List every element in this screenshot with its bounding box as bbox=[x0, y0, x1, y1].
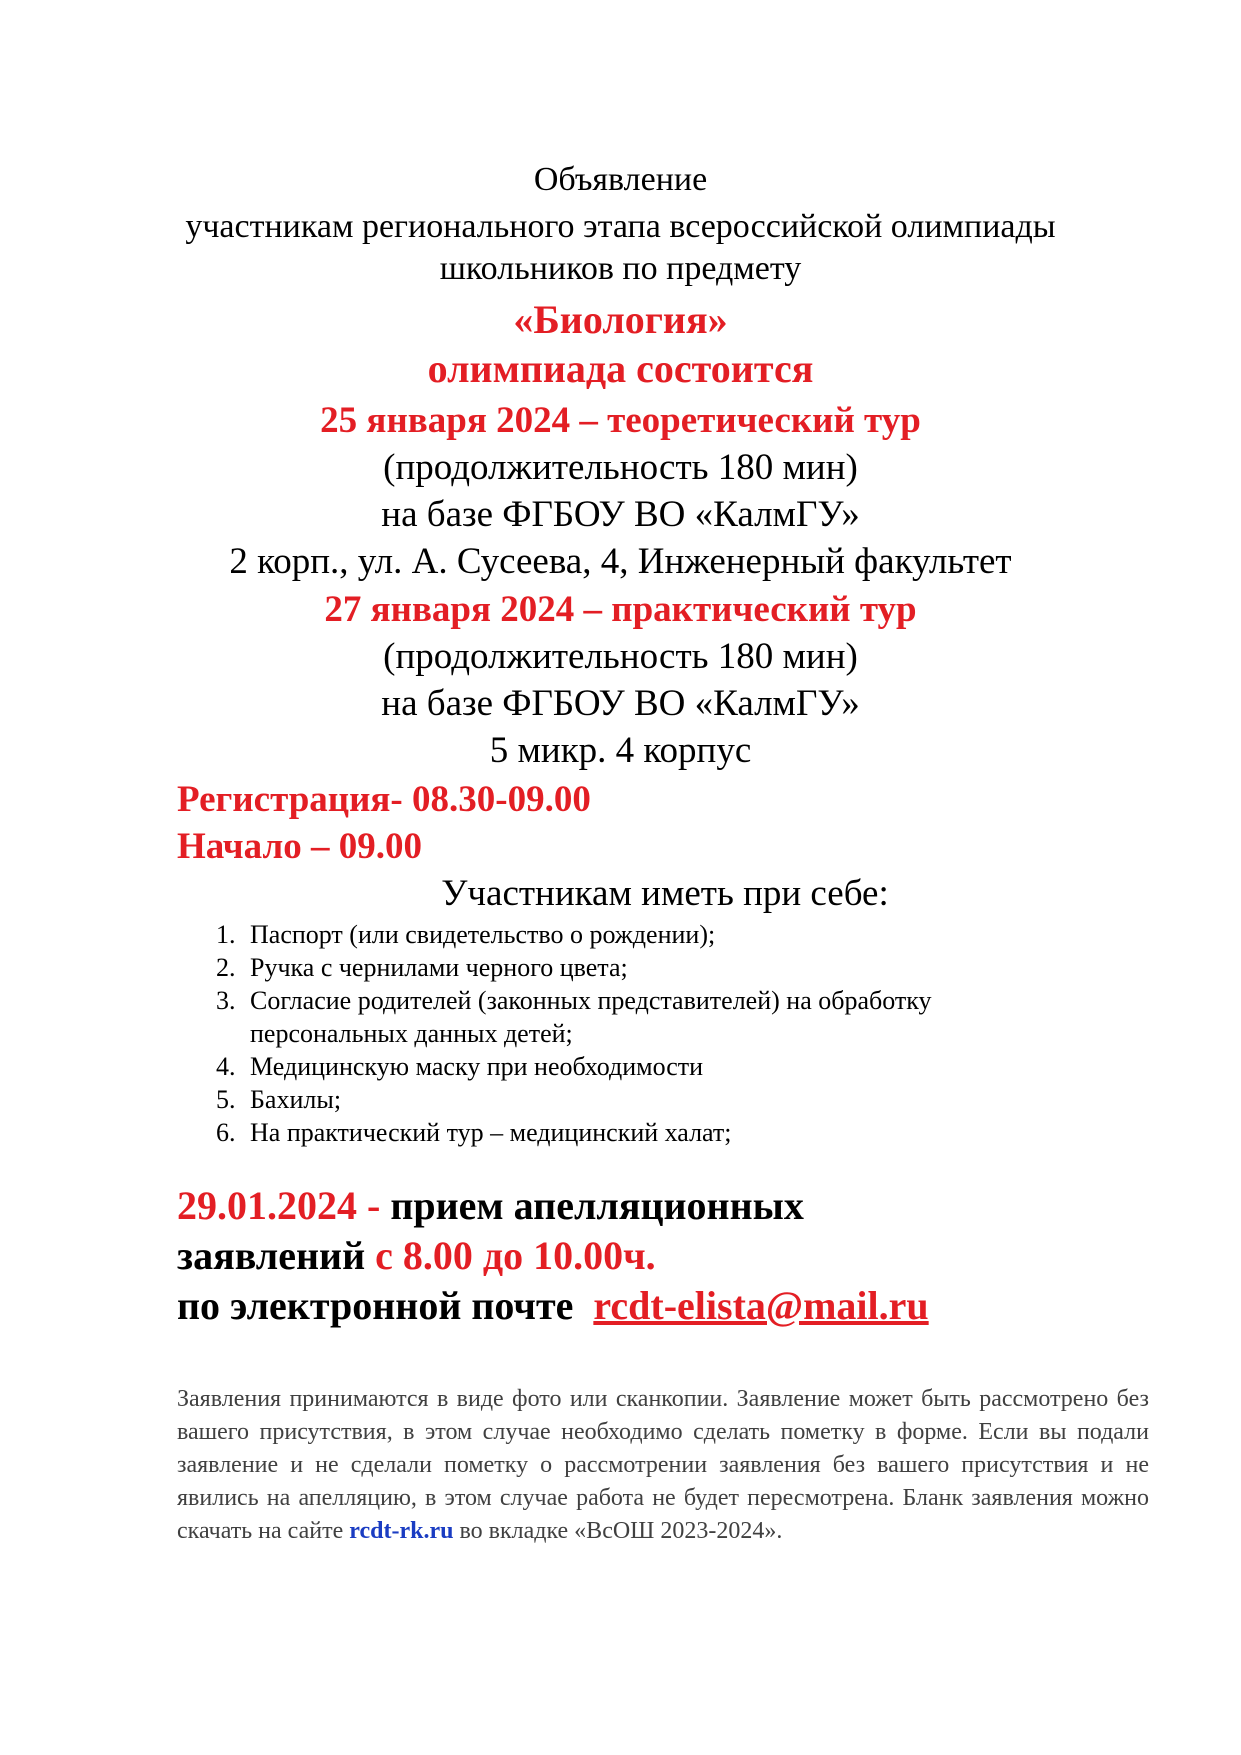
list-item: 2. Ручка с чернилами черного цвета; bbox=[216, 953, 628, 982]
start-time: Начало – 09.00 bbox=[177, 826, 422, 867]
announcement-line-2: школьников по предмету bbox=[439, 250, 802, 287]
round2-date-title: 27 января 2024 – практический тур bbox=[324, 589, 917, 630]
appeal-text-2: заявлений bbox=[177, 1233, 376, 1278]
round2-duration: (продолжительность 180 мин) bbox=[383, 636, 858, 677]
announcement-line-1: участникам регионального этапа всероссийской олимпиады bbox=[185, 208, 1056, 245]
bring-list bbox=[200, 918, 950, 1149]
round1-base: на базе ФГБОУ ВО «КалмГУ» bbox=[381, 494, 860, 535]
round1-address: 2 корп., ул. А. Сусеева, 4, Инженерный факультет bbox=[229, 541, 1012, 582]
subject-title: «Биология» bbox=[513, 297, 728, 342]
round1-date-title: 25 января 2024 – теоретический тур bbox=[320, 400, 921, 441]
list-item: 6. На практический тур – медицинский халат; bbox=[216, 1118, 732, 1147]
round2-address: 5 микр. 4 корпус bbox=[489, 730, 752, 771]
round1-duration: (продолжительность 180 мин) bbox=[383, 447, 858, 488]
round2-base: на базе ФГБОУ ВО «КалмГУ» bbox=[381, 683, 860, 724]
site-link[interactable]: rcdt-rk.ru bbox=[349, 1518, 454, 1544]
list-item: 3. Согласие родителей (законных представителей) на обработку персональных данных детей; bbox=[216, 986, 932, 1048]
appeal-time: с 8.00 до 10.00ч. bbox=[375, 1233, 656, 1278]
appeal-text-3: по электронной почте bbox=[177, 1283, 594, 1328]
list-item: 5. Бахилы; bbox=[216, 1085, 342, 1114]
appeal-email-link[interactable]: rcdt-elista@mail.ru bbox=[593, 1283, 929, 1328]
registration-time: Регистрация- 08.30-09.00 bbox=[177, 779, 591, 820]
appeal-text-1: прием апелляционных bbox=[380, 1183, 804, 1228]
list-item: 1. Паспорт (или свидетельство о рождении); bbox=[216, 920, 716, 949]
note-tail: во вкладке «ВсОШ 2023-2024». bbox=[453, 1518, 783, 1544]
bring-title: Участникам иметь при себе: bbox=[441, 873, 889, 914]
appeal-block bbox=[177, 1181, 929, 1331]
appeal-note bbox=[177, 1383, 1149, 1548]
list-item: 4. Медицинскую маску при необходимости bbox=[216, 1052, 704, 1081]
appeal-date: 29.01.2024 - bbox=[177, 1183, 381, 1228]
note-text: Заявления принимаются в виде фото или сканкопии. Заявление может быть рассмотрено без вашего присутствия, в этом случае необходимо сделать пометку в форме. Если вы подали заявление и не сделали пометку о рассмотрении заявления без вашего присутствия и не явились на апелляцию, в этом случае работа не будет пересмотрена. Бланк заявления можно скачать на сайте bbox=[177, 1386, 1149, 1544]
olympiad-held: олимпиада состоится bbox=[427, 346, 814, 391]
announcement-title: Объявление bbox=[533, 161, 708, 198]
